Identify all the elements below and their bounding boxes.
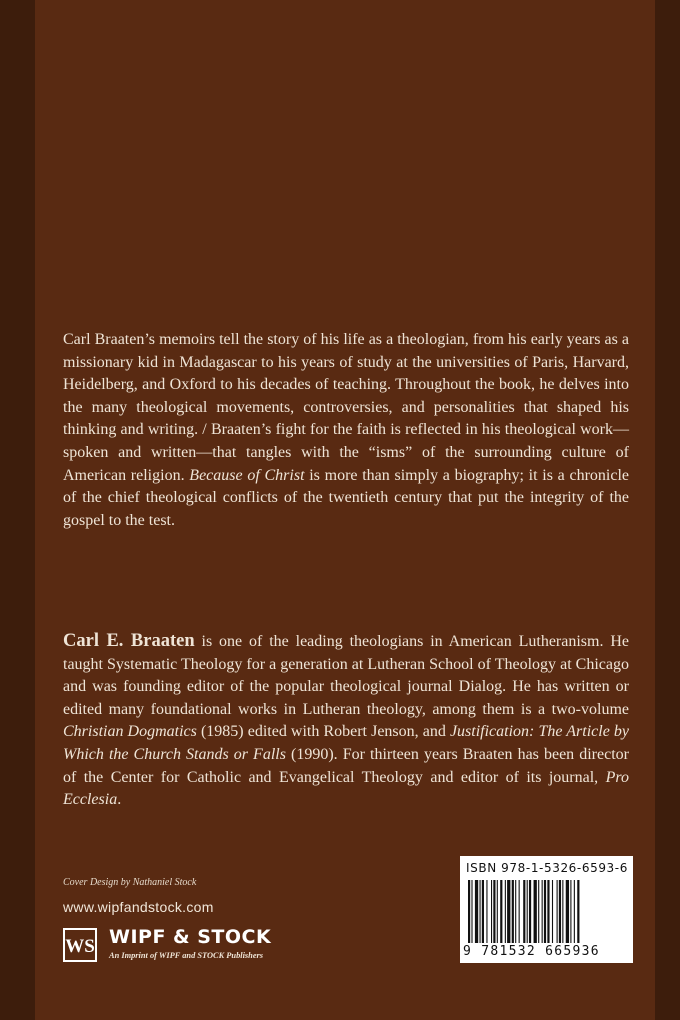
barcode-bar (523, 880, 525, 943)
barcode-bar (562, 880, 563, 943)
barcode-bar (529, 880, 531, 943)
blurb-text-cont: is more than simply a biography; it is a chronicle of the chief theological conflicts of the twentieth century that put the integrity of the gospel to the test. (63, 466, 630, 529)
bio-text: is one of the leading theologians in American Lutheranism. He taught Systematic Theology for a generation at Lutheran School of Theology at Chicago and was founding editor of the popular theological journal Dialog. He has written or edited many foundational works in Lutheran theology, among them is a two-volume (63, 633, 630, 718)
barcode-bar (574, 880, 575, 943)
barcode-bar (559, 880, 561, 943)
barcode-bar (468, 880, 470, 943)
barcode-bar (507, 880, 510, 943)
journal-title: Pro Ecclesia (63, 768, 629, 809)
barcode-bar (515, 880, 516, 943)
barcode-bar (493, 880, 495, 943)
barcode-icon (468, 880, 627, 943)
bio-book-title: Christian Dogmatics (63, 723, 197, 741)
barcode-bar (471, 880, 472, 943)
barcode-bar (482, 880, 484, 943)
blurb-text: Carl Braaten’s memoirs tell the story of his life as a theologian, from his early years as a missionary kid in Madagascar to his years of study at the universities of Paris, Harvard, Heidelberg, and Oxford to his decades of teaching. Throughout the book, he delves into the many theological movements, controversies, and personalities that shaped his thinking and writing. / Braaten’s fight for the faith is reflected in his theological work—spoken and written—that tangles with the “isms” of the surrounding culture of American religion. (63, 331, 629, 484)
ean-digits: 9 781532 665936 (463, 944, 600, 959)
barcode-bar (512, 880, 514, 943)
bio-text-2: (1985) edited with Robert Jenson, and (196, 723, 450, 741)
barcode-bar (538, 880, 539, 943)
isbn-barcode-box (460, 856, 633, 963)
book-title: Because of Christ (189, 466, 305, 484)
barcode-bar (552, 880, 553, 943)
barcode-bar (486, 880, 487, 943)
barcode-bar (566, 880, 569, 943)
book-blurb (63, 329, 629, 532)
author-bio (63, 630, 629, 812)
barcode-bar (480, 880, 481, 943)
barcode-bar (491, 880, 492, 943)
publisher-imprint: An Imprint of WIPF and STOCK Publishers (109, 951, 264, 960)
publisher-website[interactable]: www.wipfandstock.com (63, 899, 214, 915)
cover-design-credit: Cover Design by Nathaniel Stock (63, 877, 197, 888)
barcode-bar (534, 880, 537, 943)
publisher-name: WIPF & STOCK (109, 926, 272, 948)
barcode-bar (505, 880, 506, 943)
barcode-bar (544, 880, 546, 943)
isbn-label: ISBN 978-1-5326-6593-6 (466, 861, 628, 875)
barcode-bar (497, 880, 498, 943)
barcode-bar (542, 880, 543, 943)
barcode-bar (519, 880, 520, 943)
author-name: Carl E. Braaten (63, 631, 195, 651)
barcode-bar (475, 880, 478, 943)
bio-text-3: (1990). For thirteen years Braaten has been director of the Center for Catholic and Evangelical Theology and editor of its journal, (63, 745, 629, 786)
barcode-bar (547, 880, 549, 943)
barcode-bar (500, 880, 502, 943)
bio-book-title-2: Justification: The Article by Which the Church Stands or Falls (63, 723, 629, 763)
barcode-bar (570, 880, 571, 943)
barcode-bar (557, 880, 558, 943)
logo-letters: WS (65, 936, 95, 957)
barcode-bar (527, 880, 528, 943)
barcode-bar (577, 880, 579, 943)
publisher-logo-icon (63, 928, 97, 962)
bio-text-4: . (117, 791, 122, 809)
